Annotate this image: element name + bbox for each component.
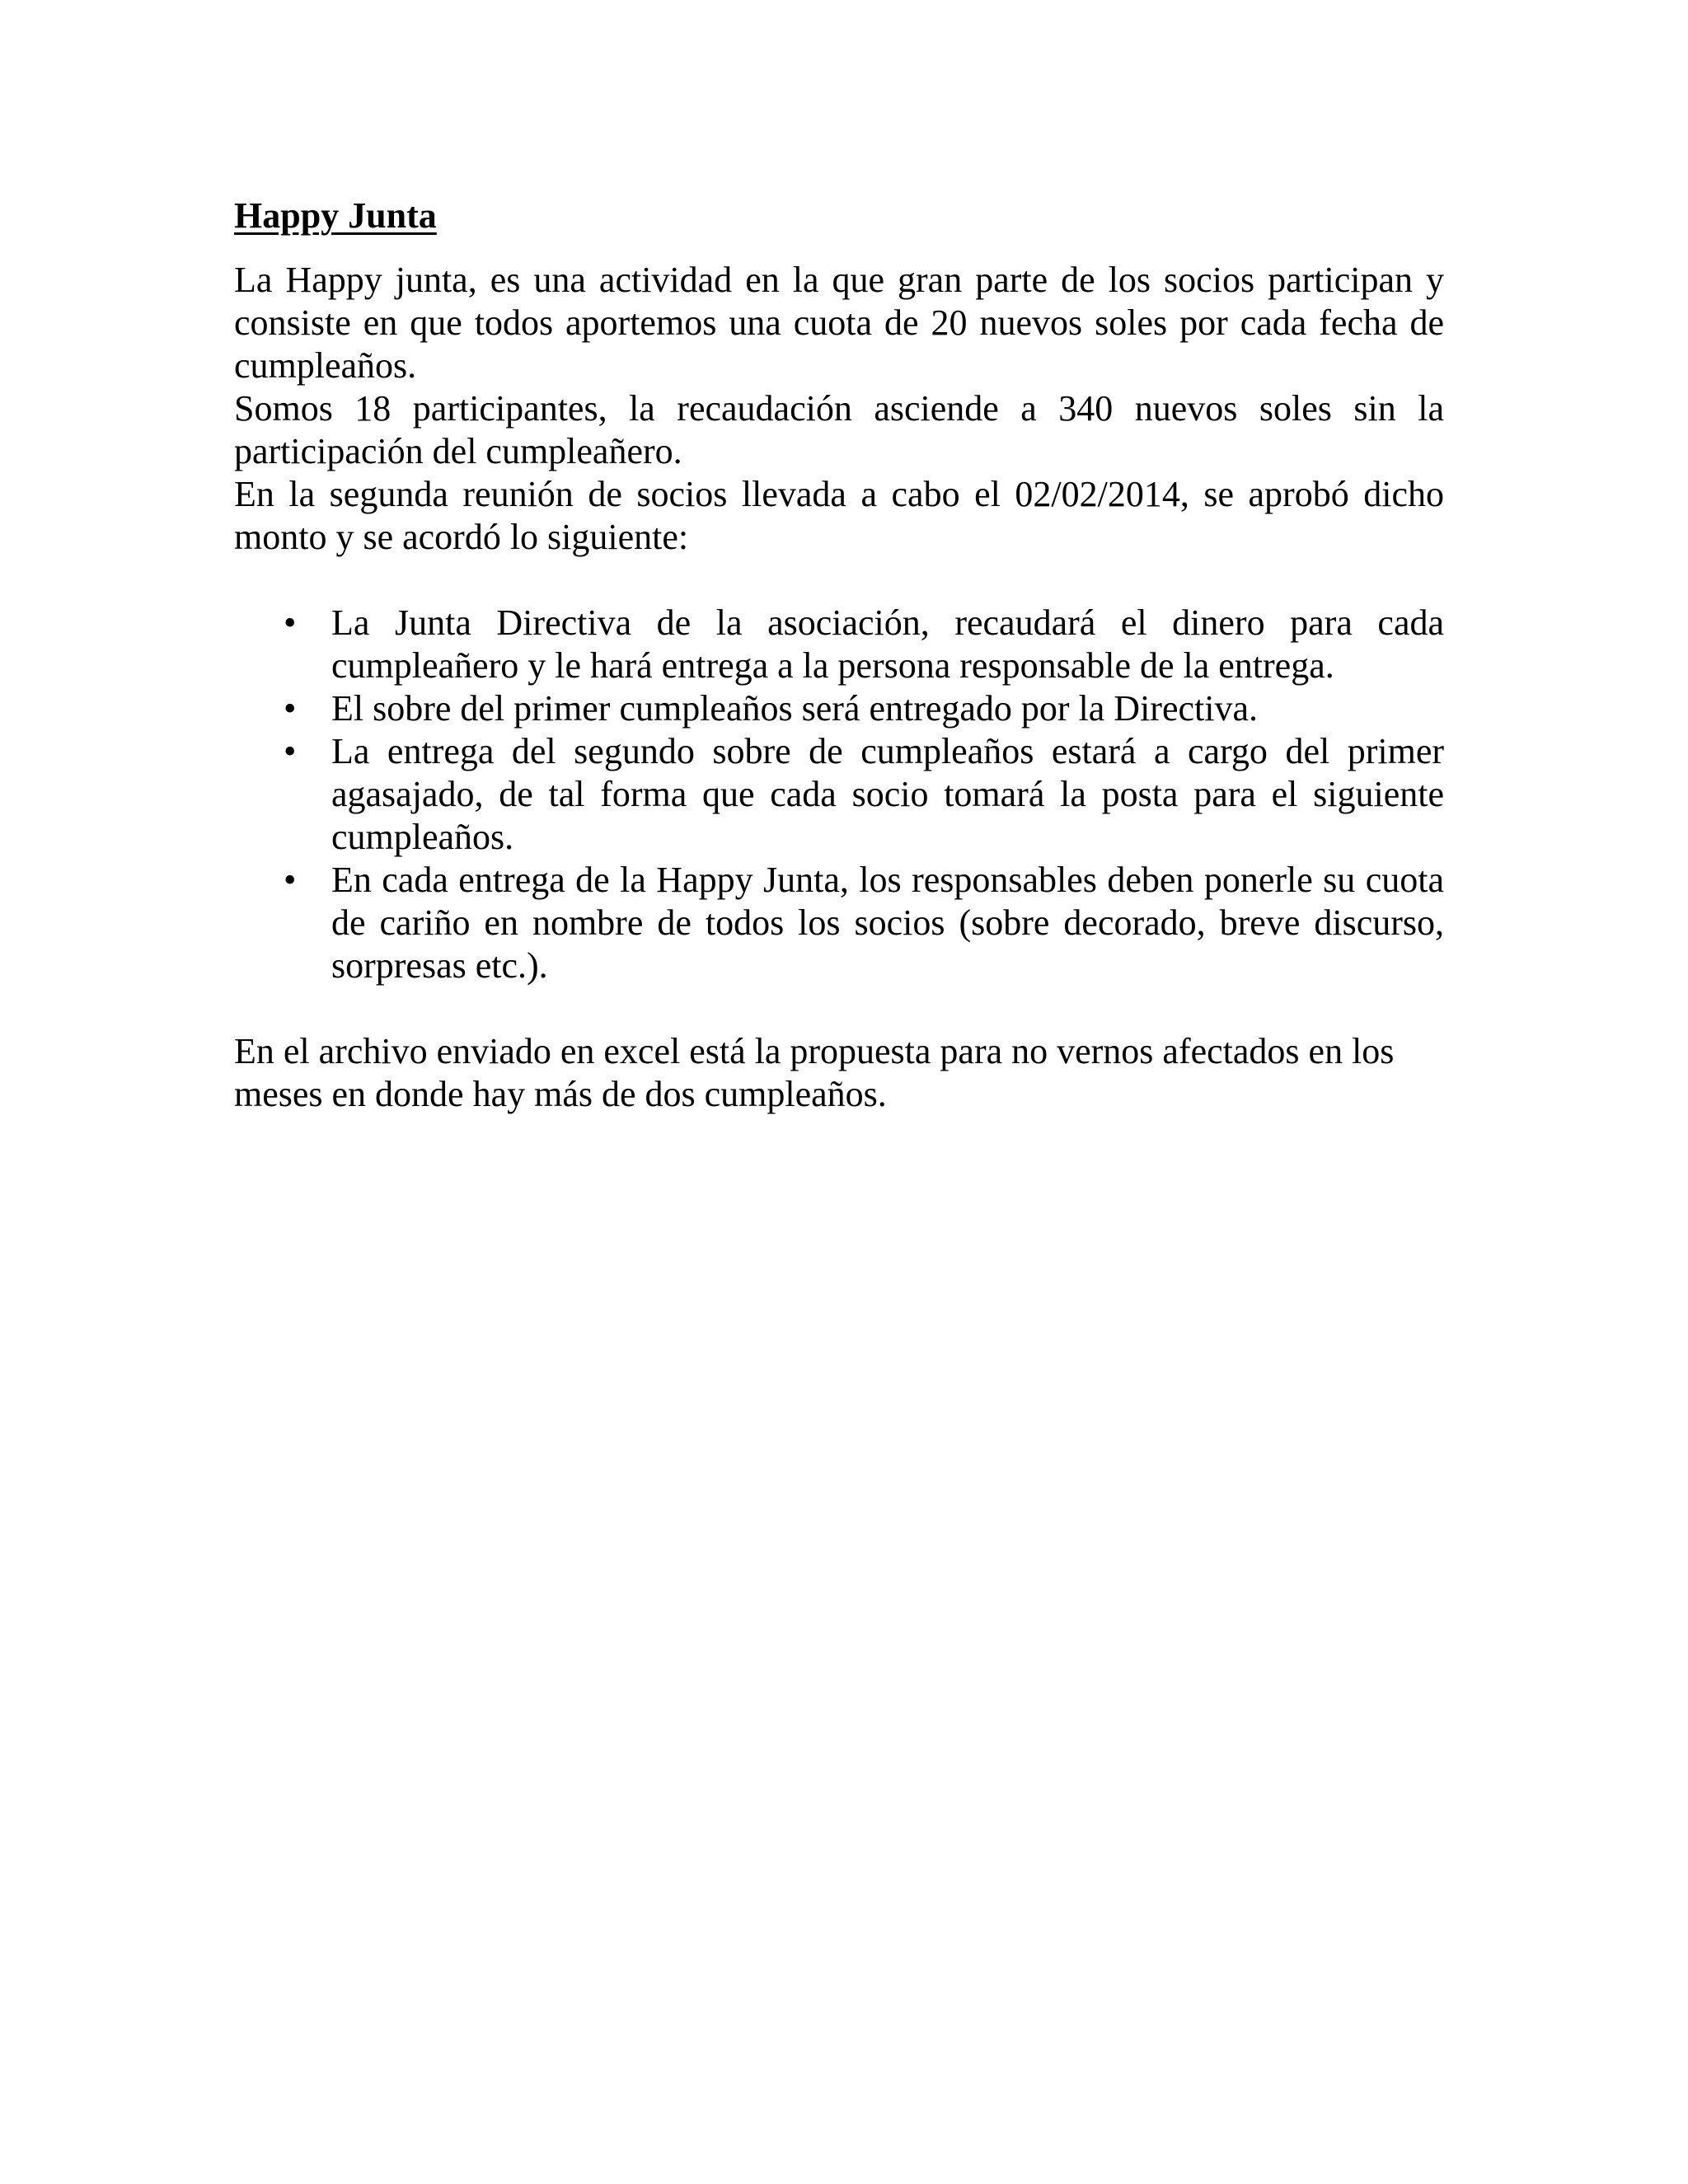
paragraph-participants: Somos 18 participantes, la recaudación asciende a 340 nuevos soles sin la participación del cumpleañero.	[234, 388, 1444, 471]
paragraph-meeting: En la segunda reunión de socios llevada a cabo el 02/02/2014, se aprobó dicho monto y se acordó lo siguiente:	[234, 474, 1444, 557]
list-item-text: El sobre del primer cumpleaños será entregado por la Directiva.	[331, 688, 1258, 729]
paragraph-intro: La Happy junta, es una actividad en la que gran parte de los socios participan y consiste en que todos aportemos una cuota de 20 nuevos soles por cada fecha de cumpleaños.	[234, 260, 1444, 386]
document-title: Happy Junta	[234, 195, 437, 236]
bullet-icon: •	[284, 602, 297, 643]
bullet-icon: •	[284, 731, 297, 771]
list-item-text: En cada entrega de la Happy Junta, los responsables deben ponerle su cuota de cariño en nombre de todos los socios (sobre decorado, breve discurso, sorpresas etc.).	[331, 860, 1444, 986]
list-item	[234, 730, 1444, 859]
list-item-text: La Junta Directiva de la asociación, recaudará el dinero para cada cumpleañero y le hará entrega a la persona responsable de la entrega.	[331, 602, 1444, 686]
agreement-list	[234, 602, 1444, 987]
list-item	[234, 687, 1444, 730]
document-body	[234, 194, 1444, 1116]
list-item	[234, 859, 1444, 987]
list-item	[234, 602, 1444, 687]
bullet-icon: •	[284, 860, 297, 900]
list-item-text: La entrega del segundo sobre de cumpleaños estará a cargo del primer agasajado, de tal forma que cada socio tomará la posta para el siguiente cumpleaños.	[331, 731, 1444, 857]
paragraph-closing: En el archivo enviado en excel está la propuesta para no vernos afectados en los meses en donde hay más de dos cumpleaños.	[234, 1031, 1395, 1114]
bullet-icon: •	[284, 688, 297, 729]
